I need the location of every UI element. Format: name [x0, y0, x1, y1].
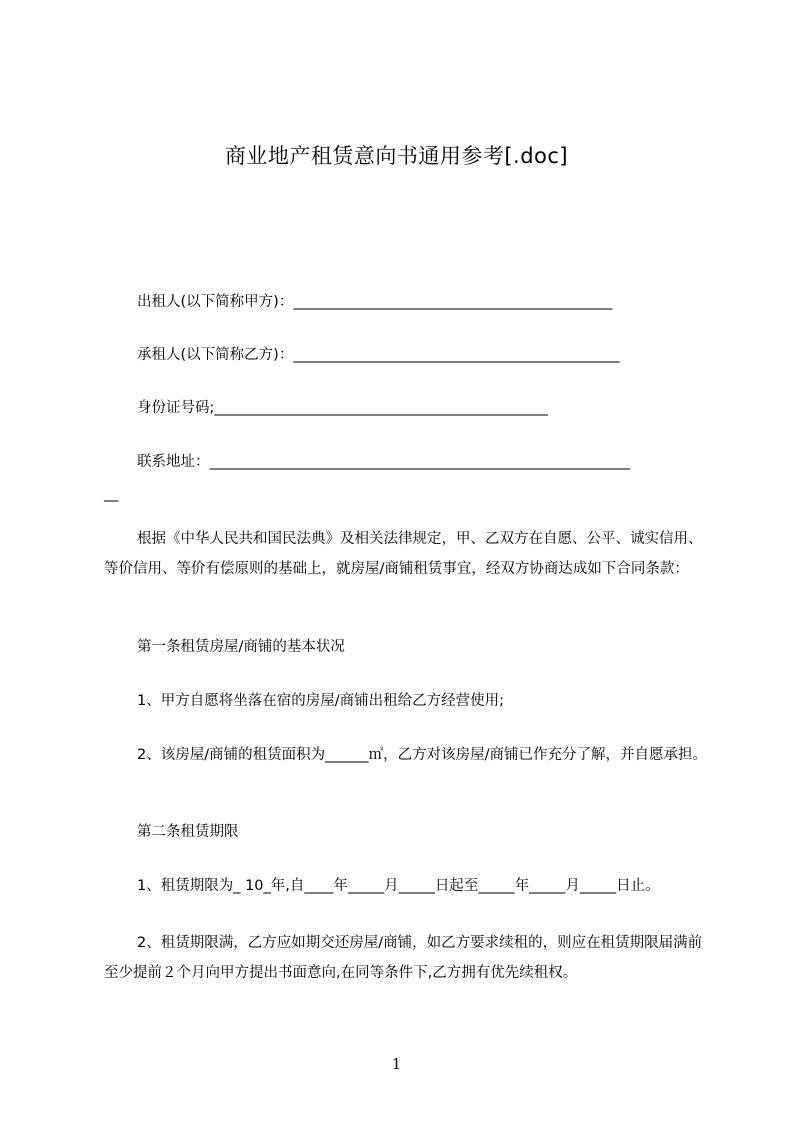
article-1-item-2: 2、该房屋/商铺的租赁面积为______㎡，乙方对该房屋/商铺已作充分了解，并自愿承担。 [137, 747, 707, 763]
lessee-field: 承租人(以下简称乙方)：_____________________________________________ [137, 347, 620, 363]
article-2-item-1: 1、租赁期限为_ 10_年,自____年_____月_____日起至_____年_____月_____日止。 [137, 878, 660, 894]
address-field: 联系地址：__________________________________________________________ [137, 454, 630, 470]
intro-paragraph: 根据《中华人民共和国民法典》及相关法律规定，甲、乙双方在自愿、公平、诚实信用、等价信用、等价有偿原则的基础上，就房屋/商铺租赁事宜，经双方协商达成如下合同条款： [104, 531, 703, 577]
address-field-continuation: __ [104, 486, 119, 502]
article-2-heading: 第二条租赁期限 [137, 824, 239, 840]
page-number: 1 [391, 1055, 402, 1073]
id-number-field: 身份证号码;______________________________________________ [137, 400, 548, 416]
article-1-item-1: 1、甲方自愿将坐落在宿的房屋/商铺出租给乙方经营使用; [137, 693, 504, 709]
document-title: 商业地产租赁意向书通用参考[.doc] [224, 144, 569, 168]
lessor-field: 出租人(以下简称甲方)：____________________________________________ [137, 294, 613, 310]
article-1-heading: 第一条租赁房屋/商铺的基本状况 [137, 639, 345, 655]
article-2-item-2: 2、租赁期限满，乙方应如期交还房屋/商铺，如乙方要求续租的，则应在租赁期限届满前至少提前２个月向甲方提出书面意向,在同等条件下,乙方拥有优先续租权。 [104, 935, 703, 981]
